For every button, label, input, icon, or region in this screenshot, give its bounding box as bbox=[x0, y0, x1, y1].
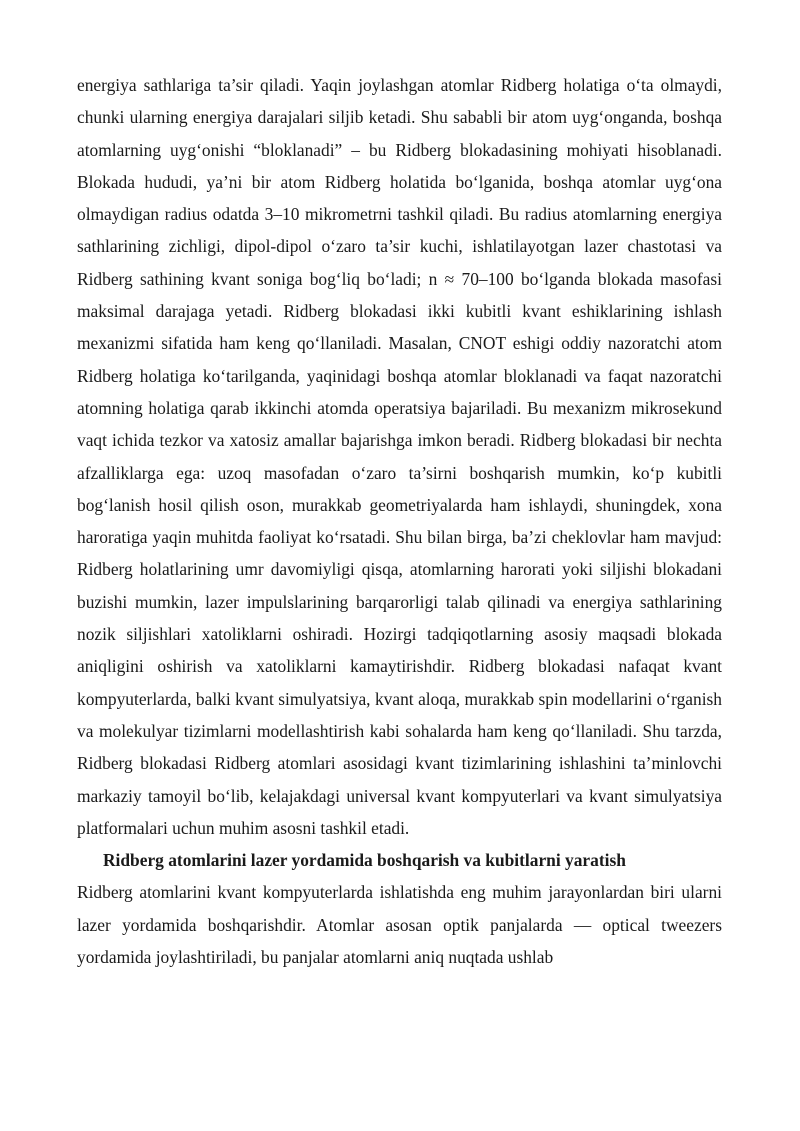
paragraph: Ridberg atomlarini kvant kompyuterlarda ishlatishda eng muhim jarayonlardan biri ularni lazer yordamida boshqarishdir. Atomlar asosan optik panjalarda — optical tweezers yordamida joylashtiriladi, bu panjalar atomlarni aniq nuqtada ushlab bbox=[77, 882, 722, 968]
section-heading: Ridberg atomlarini lazer yordamida boshqarish va kubitlarni yaratish bbox=[103, 850, 626, 871]
document-page bbox=[77, 69, 722, 973]
paragraph: energiya sathlariga ta’sir qiladi. Yaqin joylashgan atomlar Ridberg holatiga o‘ta olmaydi, chunki ularning energiya darajalari siljib ketadi. Shu sababli bir atom uyg‘onganda, boshqa atomlarning uyg‘onishi “bloklanadi” – bu Ridberg blokadasining mohiyati hisoblanadi. Blokada hududi, ya’ni bir atom Ridberg holatida bo‘lganida, boshqa atomlar uyg‘ona olmaydigan radius odatda 3–10 mikrometrni tashkil qiladi. Bu radius atomlarning energiya sathlarining zichligi, dipol-dipol o‘zaro ta’sir kuchi, ishlatilayotgan lazer chastotasi va Ridberg sathining kvant soniga bog‘liq bo‘ladi; n ≈ 70–100 bo‘lganda blokada masofasi maksimal darajaga yetadi. Ridberg blokadasi ikki kubitli kvant eshiklarining ishlash mexanizmi sifatida ham keng qo‘llaniladi. Masalan, CNOT eshigi oddiy nazoratchi atom Ridberg holatiga ko‘tarilganda, yaqinidagi boshqa atomlar bloklanadi va faqat nazoratchi atomning holatiga qarab ikkinchi atomda operatsiya bajariladi. Bu mexanizm mikrosekund vaqt ichida tezkor va xatosiz amallar bajarishga imkon beradi. Ridberg blokadasi bir nechta afzalliklarga ega: uzoq masofadan o‘zaro ta’sirni boshqarish mumkin, ko‘p kubitli bog‘lanish hosil qilish oson, murakkab geometriyalarda ham ishlaydi, shuningdek, xona haroratiga yaqin muhitda faoliyat ko‘rsatadi. Shu bilan birga, ba’zi cheklovlar ham mavjud: Ridberg holatlarining umr davomiyligi qisqa, atomlarning harorati yoki siljishi blokadani buzishi mumkin, lazer impulslarining barqarorligi talab qilinadi va energiya sathlarining nozik siljishlari xatoliklarni oshiradi. Hozirgi tadqiqotlarning asosiy maqsadi blokada aniqligini oshirish va xatoliklarni kamaytirishdir. Ridberg blokadasi nafaqat kvant kompyuterlarda, balki kvant simulyatsiya, kvant aloqa, murakkab spin modellarini o‘rganish va molekulyar tizimlarni modellashtirish kabi sohalarda ham keng qo‘llaniladi. Shu tarzda, Ridberg blokadasi Ridberg atomlari asosidagi kvant tizimlarining ishlashini ta’minlovchi markaziy tamoyil bo‘lib, kelajakdagi universal kvant kompyuterlari va kvant simulyatsiya platformalari uchun muhim asosni tashkil etadi. bbox=[77, 75, 722, 838]
